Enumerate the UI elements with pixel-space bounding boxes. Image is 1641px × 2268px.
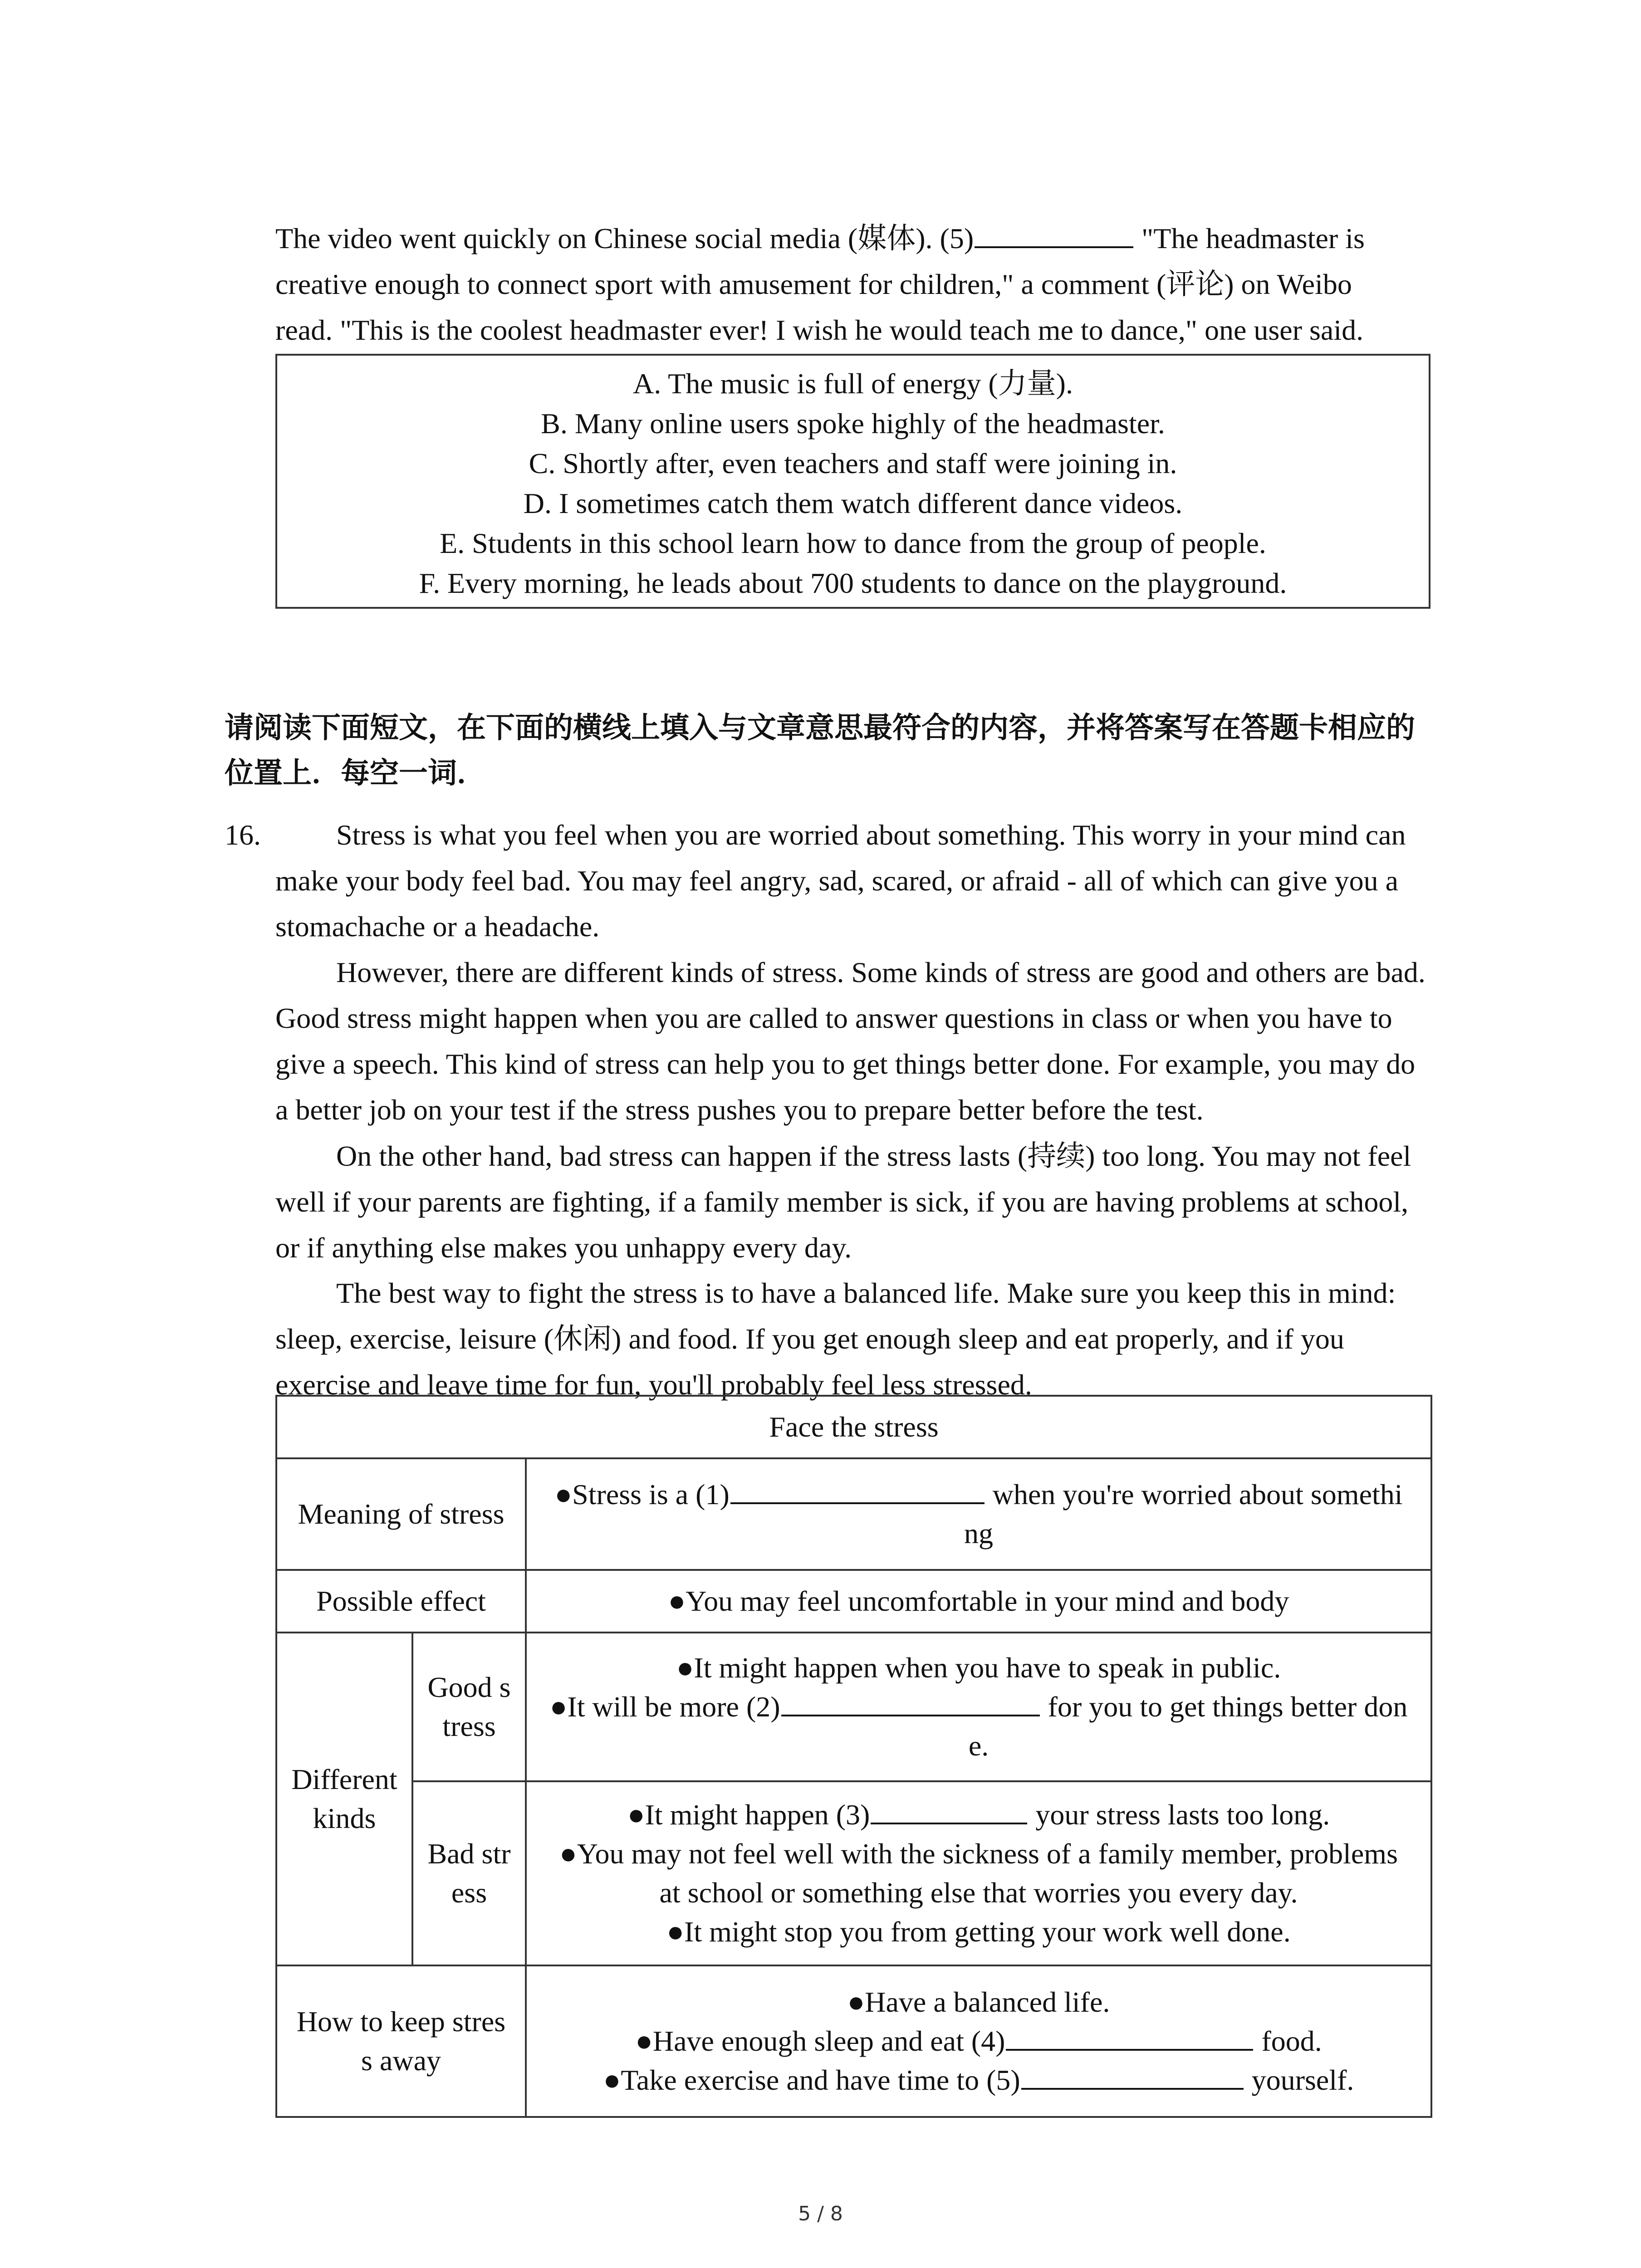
answer-blank-5b[interactable] [1021, 2061, 1244, 2090]
meaning-cell: ●Stress is a (1) when you're worried about somethi ng [526, 1458, 1431, 1570]
section-instruction: 请阅读下面短文，在下面的横线上填入与文章意思最符合的内容，并将答案写在答题卡相应的位置上．每空一词． [225, 711, 1415, 790]
answer-blank-5[interactable] [975, 219, 1133, 248]
row-label-effect: Possible effect [276, 1570, 526, 1633]
option-b: B. Many online users spoke highly of the headmaster. [541, 407, 1165, 440]
option-f: F. Every morning, he leads about 700 students to dance on the playground. [419, 567, 1287, 599]
passage-paragraph-4: The best way to fight the stress is to have a balanced life. Make sure you keep this in mind: sleep, exercise, leisure (休闲) and food. If you get enough sleep and eat properly, and if you exercise and leave time for fun, you'll probably feel less stressed. [275, 1277, 1396, 1401]
table-row [276, 1570, 1431, 1633]
how-cell: ●Have a balanced life. ●Have enough sleep and eat (4) food. ●Take exercise and have time to (5) yourself. [526, 1965, 1431, 2117]
passage-paragraph-2: However, there are different kinds of stress. Some kinds of stress are good and others are bad. Good stress might happen when you are called to answer questions in class or when you have to give a speech. This kind of stress can help you to get things better done. For example, you may do a better job on your test if the stress pushes you to prepare better before the test. [275, 956, 1425, 1126]
option-a: A. The music is full of energy (力量). [633, 367, 1073, 400]
table-row [276, 1633, 1431, 1781]
row-label-kinds: Different kinds [276, 1633, 412, 1965]
answer-blank-4[interactable] [1006, 2022, 1253, 2051]
effect-cell: ●You may feel uncomfortable in your mind and body [526, 1570, 1431, 1633]
bad-stress-cell: ●It might happen (3) your stress lasts too long. ●You may not feel well with the sickness of a family member, problems at school or something else that worries you every day. ●It might stop you from getting your work well done. [526, 1781, 1431, 1965]
passage-ending [275, 215, 1432, 353]
question-number: 16. [225, 819, 261, 851]
options-box [275, 354, 1430, 609]
option-e: E. Students in this school learn how to dance from the group of people. [440, 527, 1266, 559]
table-row [276, 1965, 1431, 2117]
row-label-bad-stress: Bad str ess [412, 1781, 526, 1965]
row-label-how: How to keep stres s away [276, 1965, 526, 2117]
page-number: 5 / 8 [798, 2202, 843, 2225]
passage-line: The video went quickly on Chinese social media (媒体). (5) [275, 222, 974, 254]
passage-paragraph-3: On the other hand, bad stress can happen if the stress lasts (持续) too long. You may not feel well if your parents are fighting, if a family member is sick, if you are having problems at school, or if anything else makes you unhappy every day. [275, 1140, 1411, 1264]
passage-line: "The headmaster is [1134, 222, 1365, 254]
table-row [276, 1781, 1431, 1965]
option-c: C. Shortly after, even teachers and staff were joining in. [529, 447, 1177, 479]
answer-blank-3[interactable] [871, 1795, 1027, 1824]
good-stress-cell: ●It might happen when you have to speak in public. ●It will be more (2) for you to get things better don e. [526, 1633, 1431, 1781]
table-row [276, 1458, 1431, 1570]
row-label-good-stress: Good s tress [412, 1633, 526, 1781]
table-title: Face the stress [276, 1396, 1431, 1458]
option-d: D. I sometimes catch them watch different dance videos. [523, 487, 1183, 519]
answer-blank-2[interactable] [781, 1687, 1040, 1716]
passage-line: creative enough to connect sport with amusement for children," a comment (评论) on Weibo [275, 268, 1352, 300]
answer-blank-1[interactable] [730, 1475, 985, 1504]
passage-line: read. "This is the coolest headmaster ever! I wish he would teach me to dance," one user said. [275, 314, 1364, 346]
passage-paragraph-1: Stress is what you feel when you are worried about something. This worry in your mind can make your body feel bad. You may feel angry, sad, scared, or afraid - all of which can give you a stomachache or a headache. [275, 819, 1406, 943]
stress-table [275, 1395, 1432, 2118]
row-label-meaning: Meaning of stress [276, 1458, 526, 1570]
